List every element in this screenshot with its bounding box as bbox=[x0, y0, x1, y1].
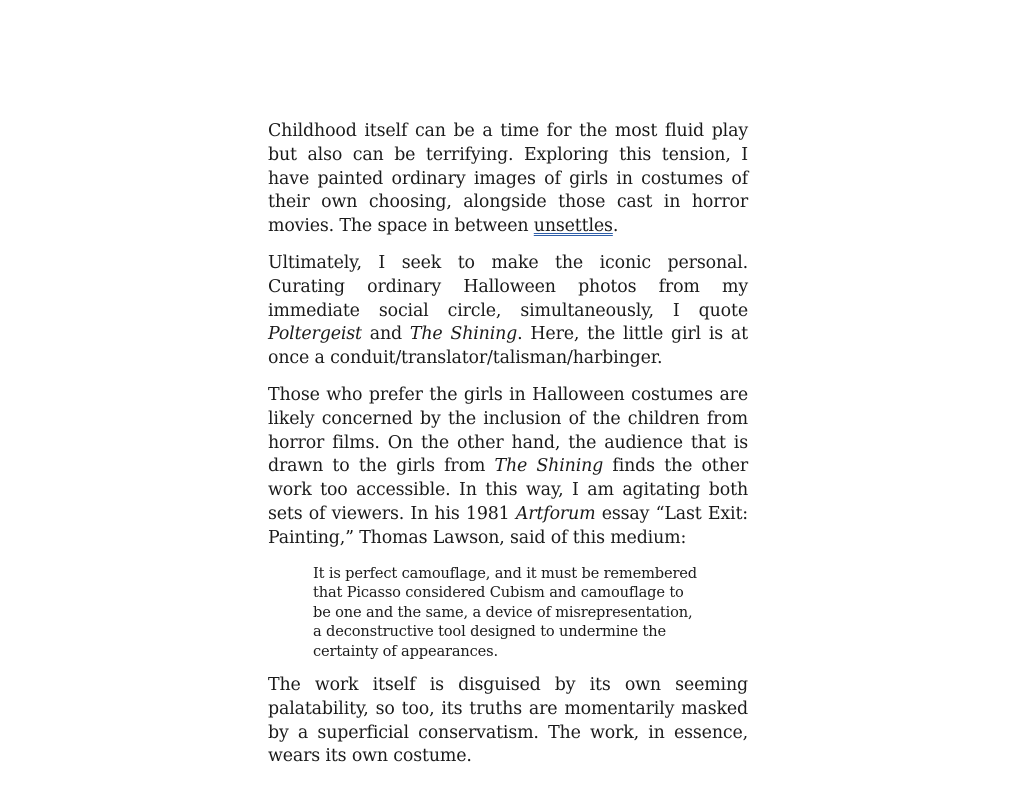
paragraph-2-text-b: and bbox=[361, 324, 410, 345]
film-title-the-shining: The Shining bbox=[409, 324, 518, 345]
paragraph-1-end: . bbox=[612, 216, 619, 237]
spellcheck-flagged-word[interactable]: unsettles bbox=[533, 216, 613, 237]
block-quote[interactable]: It is perfect camouflage, and it must be remembered that Picasso considered Cubism and camouflage to be one and the same, a device of misrepresentation, a deconstructive tool designed to undermine the certainty of appearances. bbox=[313, 564, 697, 660]
film-title-the-shining: The Shining bbox=[494, 456, 604, 477]
paragraph-3-text-a: Those who prefer the girls in Halloween costumes are likely concerned by the inclusion of the children from horror films. On the other hand, the audience that is drawn to the girls from bbox=[268, 384, 748, 477]
paragraph-2[interactable] bbox=[268, 252, 748, 371]
paragraph-3-text-b: finds the other work too accessible. In this way, I am agitating both sets of viewers. In his 1981 bbox=[268, 456, 748, 524]
paragraph-2-text-a: Ultimately, I seek to make the iconic personal. Curating ordinary Halloween photos from my immediate social circle, simultaneously, I quote bbox=[268, 252, 748, 321]
document-page[interactable] bbox=[268, 120, 748, 769]
paragraph-2-text-c: . Here, the little girl is at once a conduit/translator/talisman/harbinger. bbox=[268, 324, 748, 369]
film-title-poltergeist: Poltergeist bbox=[268, 324, 362, 345]
magazine-title-artforum: Artforum bbox=[515, 503, 596, 524]
paragraph-3-text-c: essay “Last Exit: Painting,” Thomas Lawson, said of this medium: bbox=[268, 503, 748, 548]
paragraph-4[interactable]: The work itself is disguised by its own seeming palatability, so too, its truths are momentarily masked by a superficial conservatism. The work, in essence, wears its own costume. bbox=[268, 675, 748, 767]
paragraph-3[interactable] bbox=[268, 384, 748, 551]
paragraph-1-text: Childhood itself can be a time for the most fluid play but also can be terrifying. Exploring this tension, I have painted ordinary images of girls in costumes of their own choosing, alongside those cast in horror movies. The space in between bbox=[268, 121, 748, 237]
paragraph-1[interactable] bbox=[268, 120, 748, 239]
